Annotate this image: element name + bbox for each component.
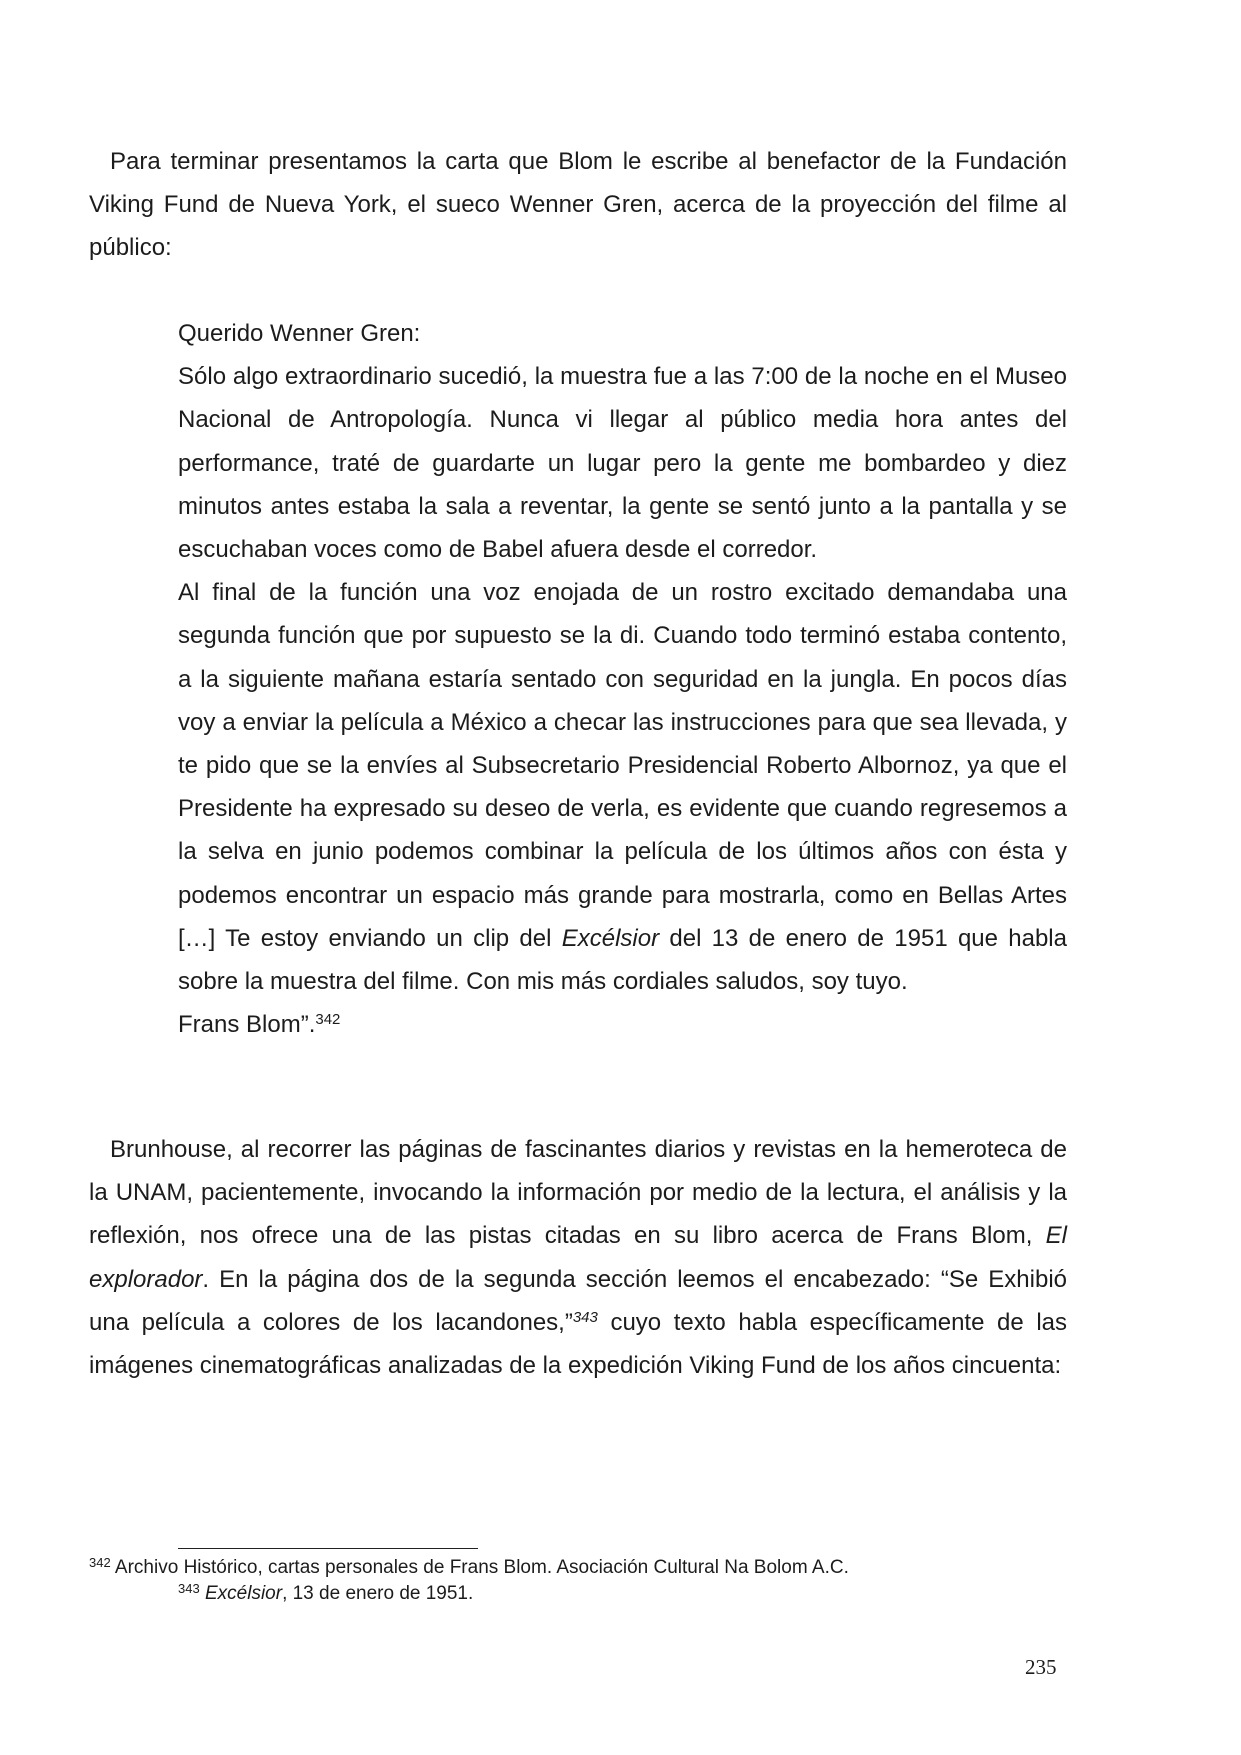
page-number: 235 — [1025, 1655, 1057, 1679]
body-paragraph — [89, 1128, 1067, 1387]
body-text-a: Brunhouse, al recorrer las páginas de fascinantes diarios y revistas en la hemeroteca de la UNAM, pacientemente, invocando la información por medio de la lectura, el análisis y la reflexión, nos ofrece una de las pistas citadas en su libro acerca de Frans Blom, — [89, 1136, 1067, 1250]
letter-paragraph-1: Sólo algo extraordinario sucedió, la muestra fue a las 7:00 de la noche en el Museo Nacional de Antropología. Nunca vi llegar al público media hora antes del performance, traté de guardarte un lugar pero la gente me bombardeo y diez minutos antes estaba la sala a reventar, la gente se sentó junto a la pantalla y se escuchaban voces como de Babel afuera desde el corredor. — [178, 363, 1067, 564]
footnote-ref-343[interactable] — [573, 1309, 598, 1326]
letter-paragraph-2 — [178, 571, 1067, 1003]
intro-text: Para terminar presentamos la carta que Blom le escribe al benefactor de la Fundación Viking Fund de Nueva York, el sueco Wenner Gren, acerca de la proyección del filme al público: — [89, 148, 1067, 262]
footnote-ref-343-number: 343 — [572, 1308, 598, 1326]
footnote-number: 343 — [178, 1581, 200, 1597]
footnote-text: , 13 de enero de 1951. — [282, 1583, 474, 1604]
body-text-b: . En la página dos de la segunda sección leemos el encabezado: “Se Exhibió una película a colores de los lacandones,” — [89, 1265, 1067, 1336]
letter-text-after: del 13 de enero de 1951 que habla sobre la muestra del filme. Con mis más cordiales saludos, soy tuyo. — [178, 924, 1067, 996]
footnote-number: 342 — [89, 1555, 111, 1571]
book-title: El explorador — [89, 1222, 1067, 1293]
letter-quote — [178, 312, 1067, 1046]
letter-signature: Frans Blom”. — [178, 1011, 316, 1039]
footnote-343 — [178, 1582, 473, 1606]
body-text-c: cuyo texto habla específicamente de las imágenes cinematográficas analizadas de la expedición Viking Fund de los años cincuenta: — [89, 1308, 1067, 1380]
footnote-342 — [89, 1556, 849, 1580]
letter-signature-line — [178, 1003, 1067, 1046]
footnote-text: Archivo Histórico, cartas personales de Frans Blom. Asociación Cultural Na Bolom A.C. — [110, 1557, 849, 1578]
intro-paragraph — [89, 140, 1067, 270]
newspaper-title: Excélsior — [561, 924, 660, 952]
footnote-separator — [178, 1548, 478, 1549]
letter-salutation: Querido Wenner Gren: — [178, 320, 421, 347]
letter-text-before: Al final de la función una voz enojada de un rostro excitado demandaba una segunda función que por supuesto se la di. Cuando todo terminó estaba contento, a la siguiente mañana estaría sentado con seguridad en la jungla. En pocos días voy a enviar la película a México a checar las instrucciones para que sea llevada, y te pido que se la envíes al Subsecretario Presidencial Roberto Albornoz, ya que el Presidente ha expresado su deseo de verla, es evidente que cuando regresemos a la selva en junio podemos combinar la película de los últimos años con ésta y podemos encontrar un espacio más grande para mostrarla, como en Bellas Artes […] Te estoy enviando un clip del — [178, 579, 1067, 952]
footnote-italic: Excélsior — [204, 1583, 283, 1604]
footnote-ref-342[interactable]: 342 — [315, 1011, 341, 1028]
